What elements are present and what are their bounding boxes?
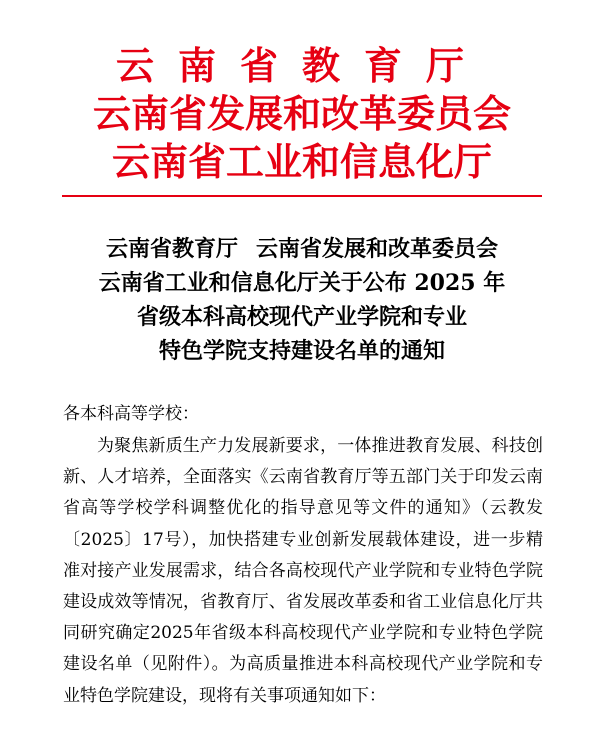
- title-issuer-a: 云南省教育厅: [105, 236, 238, 262]
- issuer-development-reform-commission: 云南省发展和改革委员会: [92, 91, 511, 136]
- title-line-3: 省级本科高校现代产业学院和专业: [136, 304, 467, 330]
- issuer-industry-it-department: 云南省工业和信息化厅: [111, 139, 492, 184]
- title-line-2: 云南省工业和信息化厅关于公布 2025 年: [98, 270, 506, 296]
- title-line-4: 特色学院支持建设名单的通知: [158, 338, 445, 364]
- title-line-1: [0, 232, 604, 266]
- issuer-header: [0, 42, 604, 186]
- body-paragraph: 为聚焦新质生产力发展新要求，一体推进教育发展、科技创新、人才培养，全面落实《云南省教育厅等五部门关于印发云南省高等学校学科调整优化的指导意见等文件的通知》（云教发〔2025〕17号），加快搭建专业创新发展载体建设，进一步精准对接产业发展需求，结合各高校现代产业学院和专业特色学院建设成效等情况，省教育厅、省发展改革委和省工业信息化厅共同研究确定2025年省级本科高校现代产业学院和专业特色学院建设名单（见附件）。为高质量推进本科高校现代产业学院和专业特色学院建设，现将有关事项通知如下：: [63, 436, 543, 706]
- document-title: [0, 232, 604, 368]
- issuer-education-department: 云南省教育厅: [115, 43, 488, 88]
- red-separator-line: [62, 195, 542, 197]
- title-issuer-b: 云南省发展和改革委员会: [256, 236, 499, 262]
- salutation: 各本科高等学校：: [63, 404, 199, 424]
